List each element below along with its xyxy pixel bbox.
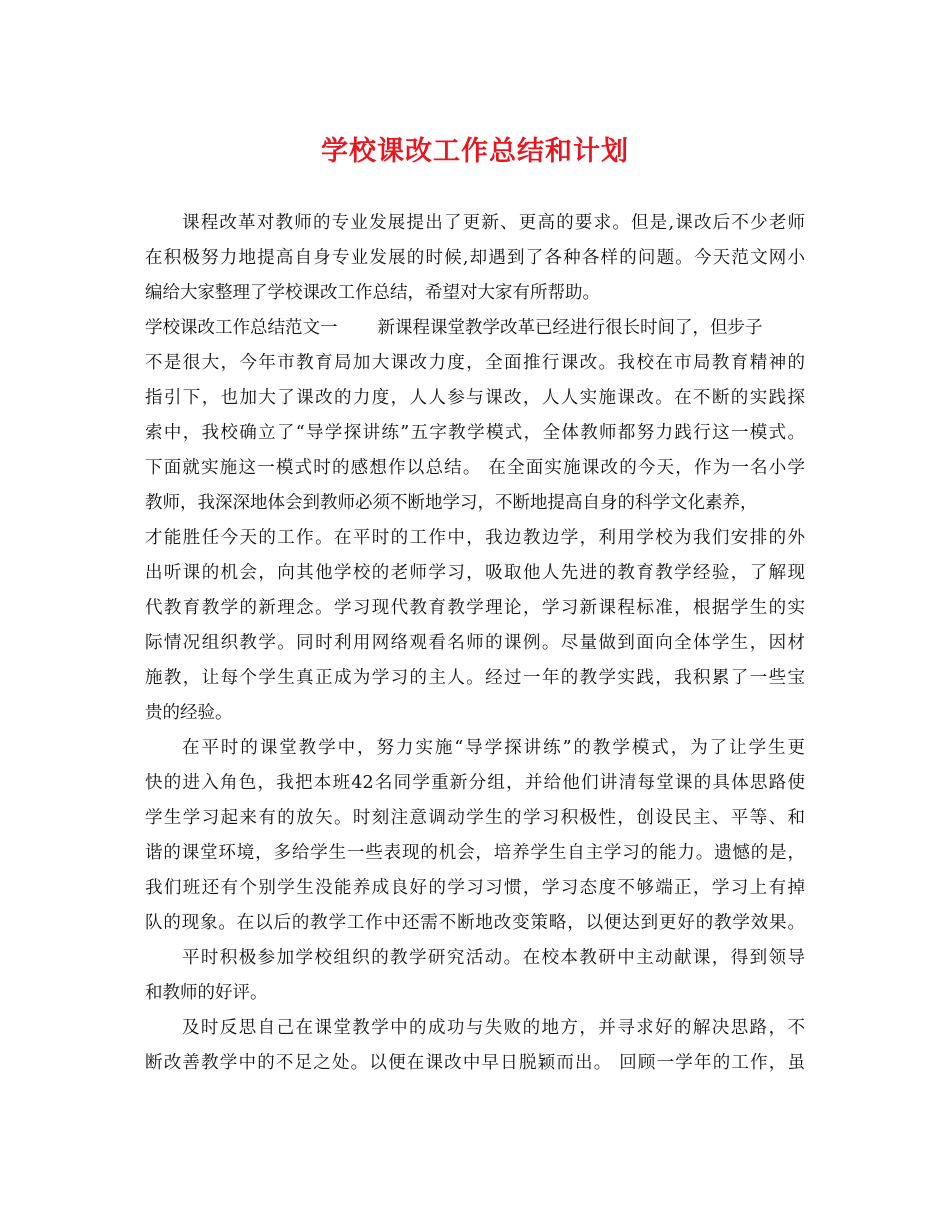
paragraph-line: 贵的经验。 — [145, 703, 233, 723]
section-heading: 学校课改工作总结范文一 — [145, 318, 338, 338]
paragraph-text: 新课程课堂教学改革已经进行很长时间了，但步子 — [377, 318, 763, 338]
paragraph-line: 快的进入角色，我把本班42名同学重新分组，并给他们讲清每堂课的具体思路使 — [145, 773, 805, 793]
paragraph-line: 出听课的机会，向其他学校的老师学习，吸取他人先进的教育教学经验，了解现 — [145, 563, 805, 583]
document-title: 学校课改工作总结和计划 — [321, 136, 629, 167]
paragraph-line: 学生学习起来有的放矢。时刻注意调动学生的学习积极性，创设民主、平等、和 — [145, 808, 805, 828]
paragraph-line: 队的现象。在以后的教学工作中还需不断地改变策略，以便达到更好的教学效果。 — [145, 913, 805, 933]
paragraph-line: 谐的课堂环境，多给学生一些表现的机会，培养学生自主学习的能力。遗憾的是， — [145, 843, 805, 863]
document-body — [145, 206, 805, 1081]
paragraph-line: 和教师的好评。 — [145, 983, 268, 1003]
paragraph-line: 在平时的课堂教学中，努力实施“导学探讲练”的教学模式，为了让学生更 — [182, 738, 805, 758]
paragraph-line: 下面就实施这一模式时的感想作以总结。 在全面实施课改的今天，作为一名小学 — [145, 458, 805, 478]
paragraph-line: 施教，让每个学生真正成为学习的主人。经过一年的教学实践，我积累了一些宝 — [145, 668, 805, 688]
paragraph-line: 断改善教学中的不足之处。以便在课改中早日脱颖而出。 回顾一学年的工作，虽 — [145, 1053, 805, 1073]
paragraph-line: 编给大家整理了学校课改工作总结，希望对大家有所帮助。 — [145, 283, 600, 303]
paragraph-line: 索中，我校确立了“导学探讲练”五字教学模式，全体教师都努力践行这一模式。 — [145, 423, 805, 443]
paragraph-line: 代教育教学的新理念。学习现代教育教学理论，学习新课程标准，根据学生的实 — [145, 598, 805, 618]
paragraph-line: 才能胜任今天的工作。在平时的工作中，我边教边学，利用学校为我们安排的外 — [145, 528, 805, 548]
paragraph-line: 教师，我深深地体会到教师必须不断地学习，不断地提高自身的科学文化素养， — [145, 493, 758, 513]
paragraph-line: 际情况组织教学。同时利用网络观看名师的课例。尽量做到面向全体学生，因材 — [145, 633, 805, 653]
section-heading-line — [145, 311, 805, 346]
paragraph-line: 及时反思自己在课堂教学中的成功与失败的地方，并寻求好的解决思路，不 — [182, 1018, 805, 1038]
paragraph-line: 我们班还有个别学生没能养成良好的学习习惯，学习态度不够端正，学习上有掉 — [145, 878, 805, 898]
paragraph-line: 指引下，也加大了课改的力度，人人参与课改，人人实施课改。在不断的实践探 — [145, 388, 805, 408]
paragraph-line: 不是很大，今年市教育局加大课改力度，全面推行课改。我校在市局教育精神的 — [145, 353, 805, 373]
paragraph-line: 平时积极参加学校组织的教学研究活动。在校本教研中主动献课，得到领导 — [182, 948, 805, 968]
paragraph-line: 在积极努力地提高自身专业发展的时候,却遇到了各种各样的问题。今天范文网小 — [145, 248, 805, 268]
paragraph-line: 课程改革对教师的专业发展提出了更新、更高的要求。但是,课改后不少老师 — [182, 213, 805, 233]
